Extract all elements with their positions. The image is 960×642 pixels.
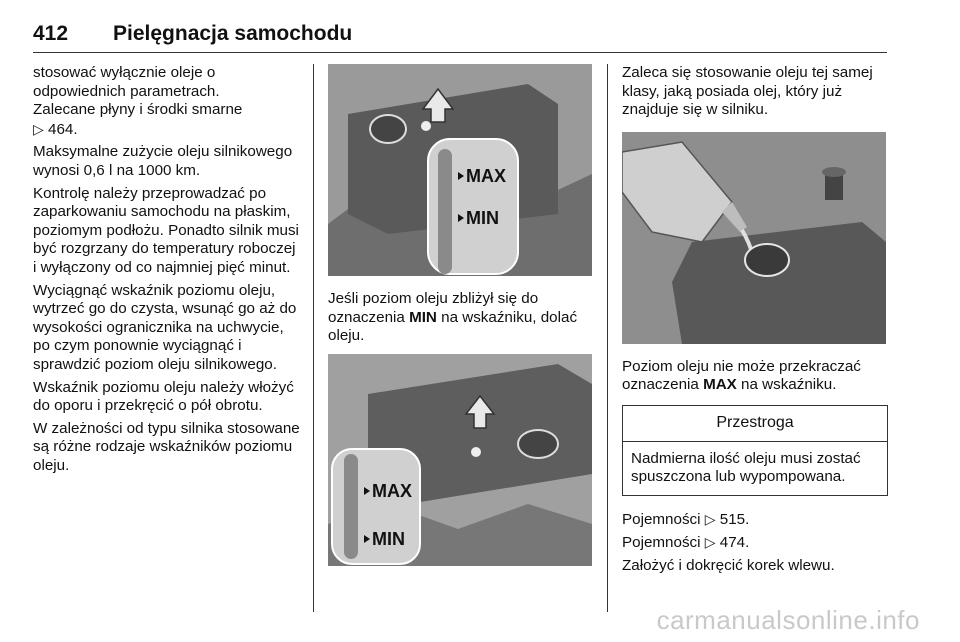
paragraph: Maksymalne zużycie oleju silnikowego wynosi 0,6 l na 1000 km. — [33, 143, 293, 179]
paragraph: Kontrolę należy przeprowadzać po zaparkowaniu samochodu na płaskim, poziomym podłożu. Ponadto silnik musi być rozgrzany do temperatury roboczej i wyłączony od co najmniej pięć minut. — [33, 184, 299, 276]
paragraph: W zależności od typu silnika stosowane są różne rodzaje wskaźników poziomu oleju. — [33, 419, 300, 474]
paragraph: Wyciągnąć wskaźnik poziomu oleju, wytrzeć go do czysta, wsunąć go aż do wysokości ogranicznika na uchwycie, po czym ponownie wyciągnąć i sprawdzić poziom oleju silnikowego. — [33, 281, 297, 373]
min-label: MIN — [466, 208, 499, 228]
dipstick-figure-1 — [328, 64, 592, 276]
column-divider-1 — [313, 64, 314, 612]
reference-arrow-icon: ▷ — [704, 510, 716, 527]
page-reference-link[interactable]: 515. — [719, 510, 750, 528]
page-reference-link[interactable]: 464. — [48, 120, 78, 138]
max-label: MAX — [466, 166, 506, 186]
oil-filling-figure — [622, 132, 886, 344]
column-3 — [622, 64, 888, 580]
paragraph-ref: Zalecane płyny i środki smarne ▷ 464. — [33, 101, 243, 138]
paragraph: stosować wyłącznie oleje o odpowiednich parametrach. — [33, 64, 220, 100]
reference-arrow-icon: ▷ — [704, 534, 716, 551]
capacity-reference: Pojemności ▷ 515. — [622, 510, 750, 528]
page-number: 412 — [33, 22, 69, 45]
paragraph: Założyć i dokręcić korek wlewu. — [622, 556, 835, 574]
column-1 — [33, 64, 303, 479]
max-label: MAX — [372, 481, 412, 501]
page-header — [33, 22, 887, 53]
reference-arrow-icon: ▷ — [33, 120, 44, 137]
paragraph: Poziom oleju nie może przekraczać oznaczenia MAX na wskaźniku. — [622, 357, 861, 394]
paragraph: Jeśli poziom oleju zbliżył się do oznaczenia MIN na wskaźniku, dolać oleju. — [328, 290, 578, 345]
page-title: Pielęgnacja samochodu — [113, 22, 353, 45]
warning-text: Nadmierna ilość oleju musi zostać spuszczona lub wypompowana. — [631, 449, 861, 486]
warning-box — [622, 405, 888, 496]
warning-title: Przestroga — [623, 406, 887, 442]
min-label: MIN — [372, 529, 405, 549]
watermark: carmanualsonline.info — [656, 605, 920, 635]
paragraph: Zaleca się stosowanie oleju tej samej klasy, jaką posiada olej, który już znajduje się w silniku. — [622, 64, 873, 119]
column-divider-2 — [607, 64, 608, 612]
capacity-reference: Pojemności ▷ 474. — [622, 534, 750, 552]
dipstick-figure-2 — [328, 354, 592, 566]
column-2-text — [328, 290, 594, 350]
page-reference-link[interactable]: 474. — [719, 534, 750, 552]
paragraph: Wskaźnik poziomu oleju należy włożyć do oporu i przekręcić o pół obrotu. — [33, 378, 294, 415]
